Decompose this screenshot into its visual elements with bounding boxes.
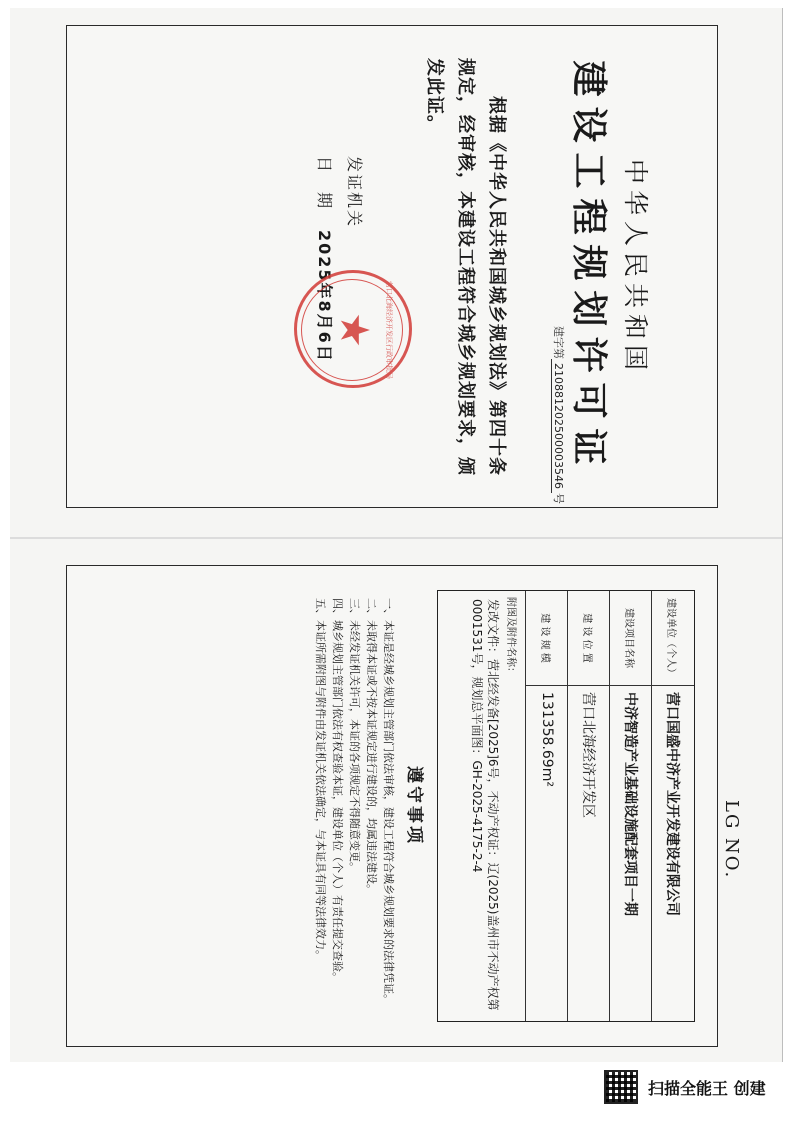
permit-back-panel [66,565,718,1047]
project-info-table [437,590,695,1022]
row-label: 建 设 规 模 [526,591,568,686]
seal-text: 营口北海经济开发区行政审批局 [385,281,393,379]
row-label: 建 设 位 置 [568,591,610,686]
row-value: 营口北海经济开发区 [580,692,596,818]
lg-number-label: LG NO. [721,800,742,880]
date-value: 2025年8月6日 [315,230,334,363]
attachments-cell [438,591,526,1021]
permit-number-line [551,326,567,504]
country-name: 中华人民共和国 [621,158,650,376]
table-row [651,591,694,1021]
notice-title: 遵守事项 [404,766,424,846]
notice-item: 三、未经发证机关许可，本证的各项规定不得随意变更。 [348,598,361,873]
row-value: 131358.69m² [539,692,555,787]
official-seal [294,270,412,388]
attachments-value: 发改文件：营北经发备[2025]6号，不动产权证：辽(2025)盖州市不动产权第0001531号，规划总平面图：GH-2025-4175-2-4 [470,599,500,1011]
notice-item: 四、城乡规划主管部门依法有权查验本证，建设单位（个人）有责任提交查验。 [331,598,344,983]
issuer-label: 发证机关 [345,156,364,229]
notice-item: 五、本证所需附图与附件由发证机关依法确定，与本证具有同等法律效力。 [314,598,327,961]
permit-number: 210881202500003546 [551,359,565,493]
row-value: 营口国盛中济产业开发建设有限公司 [664,692,680,916]
notice-item: 一、本证是经城乡规划主管部门依法审核，建设工程符合城乡规划要求的法律凭证。 [382,598,395,1005]
qr-code-icon [604,1070,638,1104]
notice-list [312,598,397,1018]
seal-star-icon: ★ [331,312,377,348]
table-row [609,591,652,1021]
row-value: 中济智造产业基础设施配套项目一期 [622,692,638,916]
attachments-label: 附图及附件名称： [505,597,516,677]
row-label: 建设项目名称 [610,591,652,686]
table-row [567,591,610,1021]
permit-title: 建设工程规划许可证 [568,60,610,475]
permit-front-panel [66,25,718,508]
permit-body-text: 根据《中华人民共和国城乡规划法》第四十条规定，经审核，本建设工程符合城乡规划要求，颁发此证。 [424,58,507,476]
notice-item: 二、未取得本证或不按本证规定进行建设的，均属违法建设。 [365,598,378,895]
watermark-text: 扫描全能王 创建 [648,1078,766,1098]
table-row [525,591,568,1021]
scanner-watermark [604,1069,766,1105]
permit-number-label: 建字第 [552,326,565,359]
date-label: 日 期 [315,156,334,211]
seal-inner-ring [301,279,403,381]
row-label: 建设单位（个人） [652,591,694,686]
fold-line [10,537,782,539]
permit-number-suffix: 号 [552,492,565,504]
